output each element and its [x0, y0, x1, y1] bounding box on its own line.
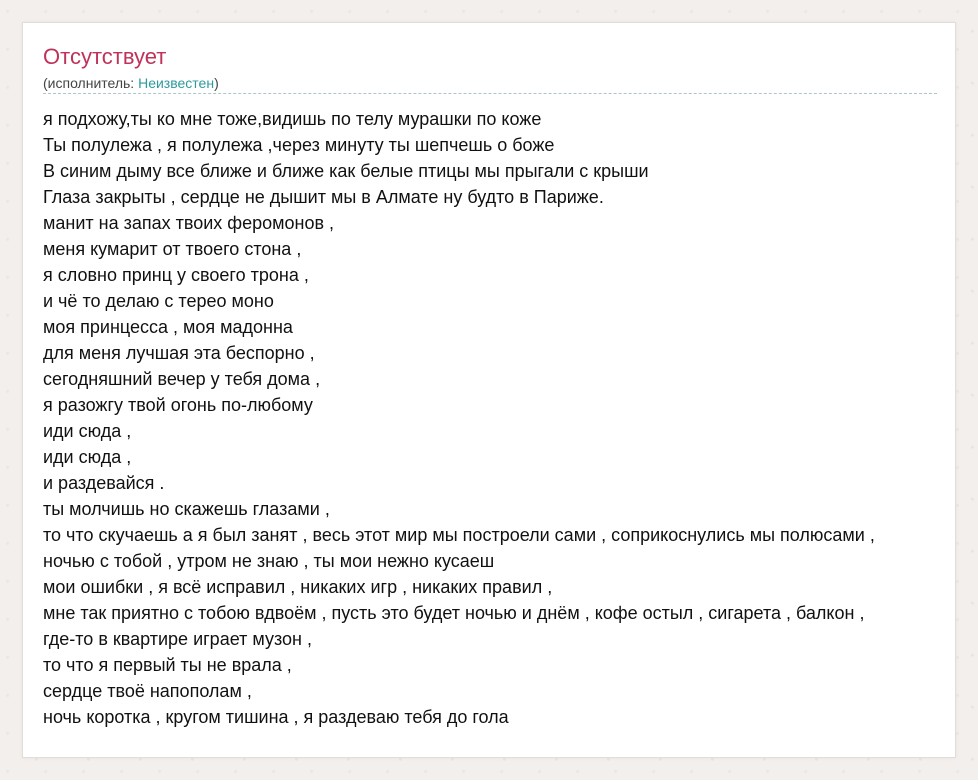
lyric-line: ночью с тобой , утром не знаю , ты мои нежно кусаеш	[43, 551, 495, 571]
lyric-line: и раздевайся .	[43, 473, 165, 493]
lyric-line: то что я первый ты не врала ,	[43, 655, 292, 675]
lyric-line: сердце твоё напополам ,	[43, 681, 252, 701]
lyric-line: Глаза закрыты , сердце не дышит мы в Алмате ну будто в Париже.	[43, 187, 604, 207]
lyric-line: иди сюда ,	[43, 421, 132, 441]
lyric-line: то что скучаешь а я был занят , весь этот мир мы построели сами , соприкоснулись мы полюсами ,	[43, 525, 875, 545]
lyric-line: манит на запах твоих феромонов ,	[43, 213, 335, 233]
song-title: Отсутствует	[43, 44, 167, 69]
lyric-line: ты молчишь но скажешь глазами ,	[43, 499, 330, 519]
artist-suffix: )	[214, 75, 219, 91]
lyric-line: для меня лучшая эта беспорно ,	[43, 343, 315, 363]
lyrics-text	[43, 106, 875, 730]
lyric-line: мои ошибки , я всё исправил , никаких игр , никаких правил ,	[43, 577, 553, 597]
lyric-line: я разожгу твой огонь по-любому	[43, 395, 313, 415]
lyric-line: моя принцесса , моя мадонна	[43, 317, 293, 337]
lyric-line: ночь коротка , кругом тишина , я раздеваю тебя до гола	[43, 707, 509, 727]
lyric-line: мне так приятно с тобою вдвоём , пусть это будет ночью и днём , кофе остыл , сигарета , балкон ,	[43, 603, 865, 623]
artist-link[interactable]: Неизвестен	[138, 75, 215, 91]
lyric-line: я словно принц у своего трона ,	[43, 265, 309, 285]
artist-line	[43, 74, 219, 92]
lyric-line: где-то в квартире играет музон ,	[43, 629, 312, 649]
artist-prefix: (исполнитель:	[43, 75, 139, 91]
lyric-line: иди сюда ,	[43, 447, 132, 467]
divider	[43, 93, 937, 94]
lyric-line: и чё то делаю с терео моно	[43, 291, 274, 311]
lyrics-card	[22, 22, 956, 758]
lyric-line: В синим дыму все ближе и ближе как белые птицы мы прыгали с крыши	[43, 161, 649, 181]
lyric-line: Ты полулежа , я полулежа ,через минуту ты шепчешь о боже	[43, 135, 555, 155]
lyric-line: сегодняшний вечер у тебя дома ,	[43, 369, 321, 389]
lyric-line: я подхожу,ты ко мне тоже,видишь по телу мурашки по коже	[43, 109, 542, 129]
lyric-line: меня кумарит от твоего стона ,	[43, 239, 302, 259]
